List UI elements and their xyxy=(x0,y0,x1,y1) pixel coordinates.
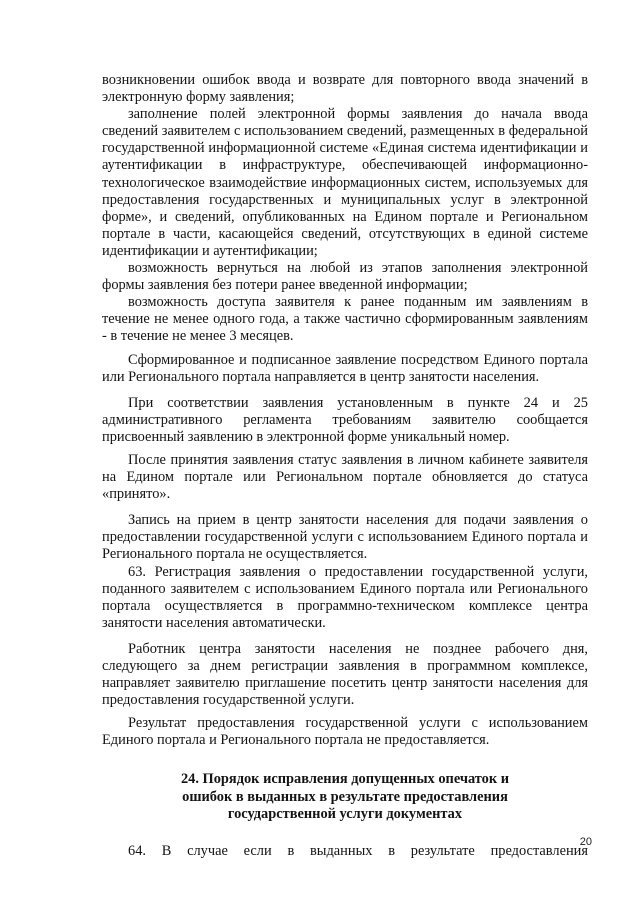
paragraph-access-to-applications: возможность доступа заявителя к ранее поданным им заявлениям в течение не менее одного года, а также частично сформированным заявлениям - в течение не менее 3 месяцев. xyxy=(102,294,588,345)
paragraph-unique-number: При соответствии заявления установленным в пункте 24 и 25 административного регламента требованиям заявителю сообщается присвоенный заявлению в электронной форме уникальный номер. xyxy=(102,394,588,445)
section-heading-line: государственной услуги документах xyxy=(227,805,463,822)
paragraph-item-64-start: 64. В случае если в выданных в результате предоставления xyxy=(128,842,588,859)
section-heading xyxy=(102,771,588,822)
paragraph-appointment: Запись на прием в центр занятости населения для подачи заявления о предоставлении государственной услуги с использованием Единого портала и Регионального портала не осуществляется. xyxy=(102,512,588,563)
paragraph-invitation: Работник центра занятости населения не позднее рабочего дня, следующего за днем регистрации заявления в программном комплексе, направляет заявителю приглашение посетить центр занятости населения для предоставления государственной услуги. xyxy=(102,640,588,709)
paragraph-form-autofill: заполнение полей электронной формы заявления до начала ввода сведений заявителем с использованием сведений, размещенных в федеральной государственной информационной системе «Единая система идентификации и аутентификации в инфраструктуре, обеспечивающей информационно-технологическое взаимодействие информационных систем, используемых для предоставления государственных и муниципальных услуг в электронной форме», и сведений, опубликованных на Едином портале и Региональном портале в части, касающейся сведений, отсутствующих в единой системе идентификации и аутентификации; xyxy=(102,106,588,259)
paragraph-return-to-step: возможность вернуться на любой из этапов заполнения электронной формы заявления без потери ранее введенной информации; xyxy=(102,260,588,294)
paragraph-continuation: возникновении ошибок ввода и возврате для повторного ввода значений в электронную форму заявления; xyxy=(102,72,588,106)
section-heading-line: 24. Порядок исправления допущенных опечаток и xyxy=(180,771,510,788)
paragraph-item-63: 63. Регистрация заявления о предоставлении государственной услуги, поданного заявителем с использованием Единого портала или Регионального портала осуществляется в программно-техническом комплексе центра занятости населения автоматически. xyxy=(102,563,588,631)
paragraph-status-update: После принятия заявления статус заявления в личном кабинете заявителя на Едином портале или Региональном портале обновляется до статуса «принято». xyxy=(102,451,588,503)
document-body xyxy=(102,72,588,874)
paragraph-submission: Сформированное и подписанное заявление посредством Единого портала или Регионального портала направляется в центр занятости населения. xyxy=(102,351,588,385)
page-number: 20 xyxy=(579,836,592,848)
section-heading-line: ошибок в выданных в результате предоставления xyxy=(182,788,508,805)
paragraph-result: Результат предоставления государственной услуги с использованием Единого портала и Регионального портала не предоставляется. xyxy=(102,715,588,749)
